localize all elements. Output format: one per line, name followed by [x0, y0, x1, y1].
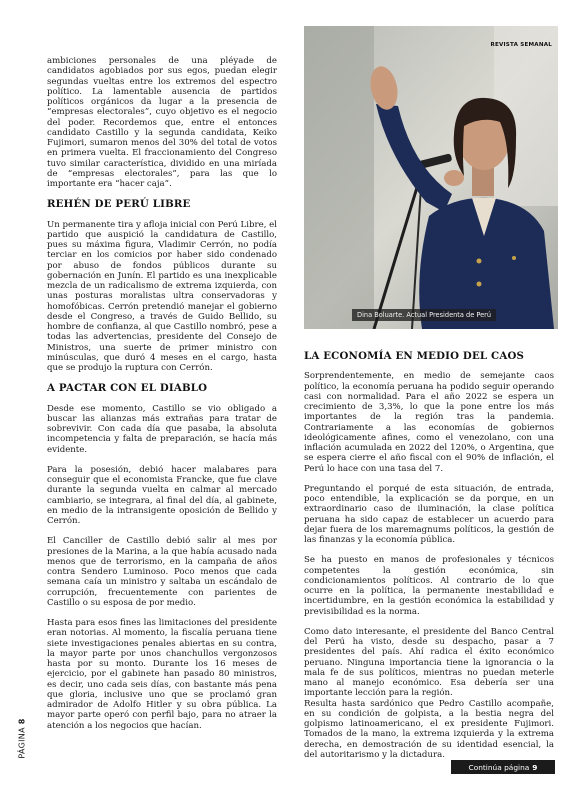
folio-label: PÁGINA [17, 727, 27, 759]
paragraph: Preguntando el porqué de esta situación, de entrada, poco entendible, la explicación se da porque, en un extraordinario caso de iluminación, la clase política peruana ha sido capaz de establecer un acuerdo para dejar fuera de los maremagnums políticos, la gestión de las finanzas y la economía pública. [304, 483, 554, 545]
right-column [304, 351, 554, 760]
paragraph: Resulta hasta sardónico que Pedro Castillo acompañe, en su condición de golpista, a la bestia negra del golpismo latinoamericano, el ex presidente Fujimori. Tomados de la mano, la extrema izquierda y la extrema derecha, en demostración de su identidad esencial, la del autoritarismo y la dictadura. [304, 698, 554, 760]
paragraph: Como dato interesante, el presidente del Banco Central del Perú ha visto, desde su despacho, pasar a 7 presidentes del país. Ahí radica el éxito económico peruano. Ninguna importancia tiene la ignorancia o la mala fe de sus políticos, mientras no puedan meterle mano al manejo económico. Esa debería ser una importante lección para la región. [304, 626, 554, 699]
subheading-rehen: REHÉN DE PERÚ LIBRE [47, 198, 191, 211]
continued-on-page-button[interactable] [451, 760, 555, 774]
folio-number: 8 [17, 718, 27, 725]
photo-illustration [304, 26, 558, 329]
continua-page-number: 9 [532, 762, 538, 772]
paragraph: ambiciones personales de una pléyade de candidatos agobiados por sus egos, puedan elegir segundas vueltas entre los extremos del espectro político. La lamentable ausencia de partidos políticos orgánicos da lugar a la presencia de “empresas electorales”, cuyo objetivo es el negocio del poder. Recordemos que, entre el entonces candidato Castillo y la segunda candidata, Keiko Fujimori, sumaron menos del 30% del total de votos en primera vuelta. El fraccionamiento del Congreso tuvo similar característica, dividido en una miríada de “empresas electorales”, para las que lo importante era “hacer caja”. [47, 56, 277, 189]
paragraph: Sorprendentemente, en medio de semejante caos político, la economía peruana ha podido seguir operando casi con normalidad. Para el año 2022 se espera un crecimiento de 3,3%, lo que la pone entre los más importantes de la región tras la pandemia. Contrariamente a las economías de gobiernos ideológicamente afines, como el venezolano, con una inflación acumulada en 2022 del 120%, o Argentina, que se espera cierre el año fiscal con el 90% de inflación, el Perú lo hace con una tasa del 7. [304, 371, 554, 474]
photo-caption: Dina Boluarte. Actual Presidenta de Perú [352, 309, 496, 321]
paragraph: Para la posesión, debió hacer malabares para conseguir que el economista Francke, que fue clave durante la segunda vuelta en calmar al mercado cambiario, se integrara, al final del día, al gabinete, en medio de la intransigente oposición de Bellido y Cerrón. [47, 464, 277, 526]
paragraph: Un permanente tira y afloja inicial con Perú Libre, el partido que auspició la candidatura de Castillo, pues su máxima figura, Vladimir Cerrón, no podía terciar en los comicios por haber sido condenado por abuso de fondos públicos durante su gobernación en Junín. El partido es una inexplicable mezcla de un radicalismo de extrema izquierda, con unas posturas moralistas ultra conservadoras y homofóbicas. Cerrón pretendió manejar el gobierno desde el Congreso, a través de Guido Bellido, su hombre de confianza, al que Castillo nombró, pese a todas las advertencias, presidente del Consejo de Ministros, una suerte de primer ministro con minúsculas, que duró 4 meses en el cargo, hasta que se produjo la ruptura con Cerrón. [47, 219, 277, 373]
page-folio [17, 710, 38, 770]
subheading-economia: LA ECONOMÍA EN MEDIO DEL CAOS [304, 350, 525, 362]
continua-label: Continúa página [468, 762, 530, 772]
paragraph: Hasta para esos fines las limitaciones del presidente eran notorias. Al momento, la fiscalía peruana tiene siete investigaciones penales abiertas en su contra, la mayor parte por unos chanchullos vergonzosos hasta por su monto. Durante los 16 meses de ejercicio, por el gabinete han pasado 80 ministros, es decir, uno cada seis días, con bastante más pena que gloria, inclusive uno que se proclamó gran admirador de Adolfo Hitler y su obra pública. La mayor parte operó con perfil bajo, para no atraer la atención a los negocios que hacían. [47, 618, 277, 731]
article-photo [304, 26, 558, 329]
subheading-pactar: A PACTAR CON EL DIABLO [47, 382, 208, 395]
paragraph: Se ha puesto en manos de profesionales y técnicos competentes la gestión económica, sin condicionamientos políticos. Al contrario de lo que ocurre en la política, la permanente inestabilidad e incertidumbre, en la gestión económica la estabilidad y previsibilidad es la norma. [304, 555, 554, 617]
photo-source-tag: REVISTA SEMANAL [490, 42, 552, 48]
folio-text [18, 718, 27, 758]
paragraph: El Canciller de Castillo debió salir al mes por presiones de la Marina, a la que había acusado nada menos que de terrorismo, en la campaña de años contra Sendero Luminoso. Poco menos que cada semana caía un ministro y saltaba un escándalo de corrupción, frecuentemente con parientes de Castillo o su esposa de por medio. [47, 536, 277, 608]
paragraph: Desde ese momento, Castillo se vio obligado a buscar las alianzas más extrañas para tratar de sobrevivir. Con cada día que pasaba, la absoluta incompetencia y falta de preparación, se hacía más evidente. [47, 403, 277, 455]
left-column [47, 56, 277, 731]
